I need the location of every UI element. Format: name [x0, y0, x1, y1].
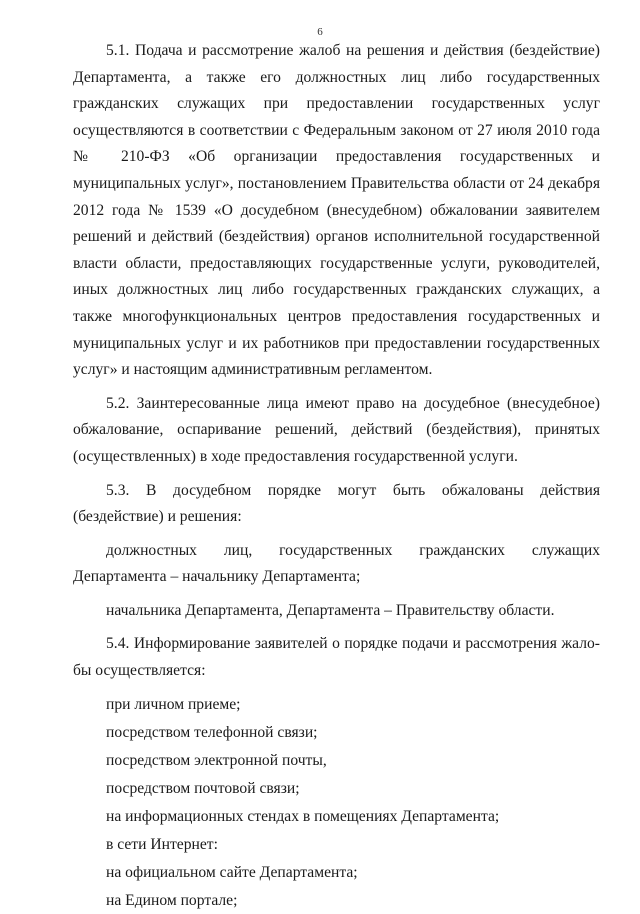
paragraph-5-3: 5.3. В досудебном порядке могут быть обжалованы действия (бездействие) и решения:: [73, 481, 600, 526]
appeal-item-2: начальника Департамента, Департамента – Правительству области.: [106, 601, 555, 619]
info-channel-item: в сети Интернет:: [106, 835, 218, 853]
paragraph-5-2: 5.2. Заинтересованные лица имеют право на досудебное (внесудебное) обжалование, оспаривание решений, действий (бездействия), принятых (осуществленных) в ходе предоставления государственной услуги.: [73, 394, 600, 465]
paragraph-5-1: 5.1. Подача и рассмотрение жалоб на решения и действия (бездействие) Департамента, а также его должностных лиц либо государственных гражданских служащих при предоставлении государственных услуг осуществляются в соответствии с Федеральным законом от 27 июля 2010 года № 210-ФЗ «Об организации предоставления государственных и муниципальных услуг», постановлением Правительства области от 24 декабря 2012 года № 1539 «О досудебном (внесудебном) обжаловании заявителем решений и действий (бездействия) органов исполнительной государственной власти области, предоставляющих государственные услуги, руководителей, иных должностных лиц либо государственных гражданских служащих, а также многофункциональных центров предоставления государственных и муниципальных услуг и их работников при предоставлении государственных услуг» и настоящим административным регламентом.: [73, 42, 600, 379]
info-channel-item: посредством электронной почты,: [106, 751, 327, 769]
info-channel-item: посредством телефонной связи;: [106, 723, 318, 741]
document-body: [73, 38, 600, 914]
info-channel-item: на информационных стендах в помещениях Департамента;: [106, 807, 500, 825]
info-channel-item: посредством почтовой связи;: [106, 779, 300, 797]
appeal-item-1: должностных лиц, государственных гражданских служащих Департамента – начальнику Департамента;: [73, 541, 600, 586]
info-channel-item: при личном приеме;: [106, 695, 241, 713]
paragraph-5-4: 5.4. Информирование заявителей о порядке подачи и рассмотрения жалобы осуществляется:: [73, 635, 600, 680]
info-channel-item: на официальном сайте Департамента;: [106, 863, 358, 881]
page-number: 6: [317, 26, 323, 38]
info-channel-item: на Едином портале;: [106, 891, 238, 909]
